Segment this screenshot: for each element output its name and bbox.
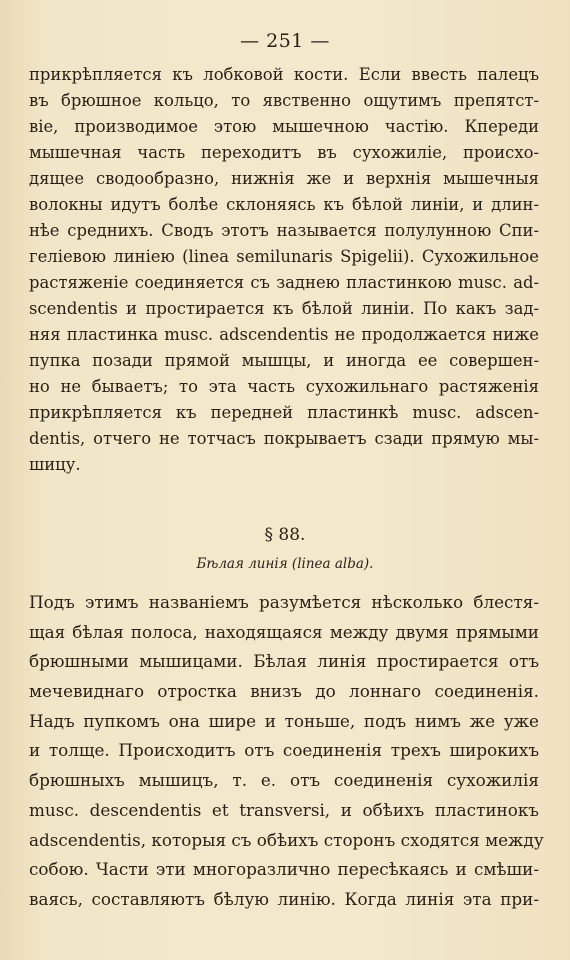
text-line: нѣе среднихъ. Сводъ этотъ называется полулунною Спи- <box>29 221 539 240</box>
page-number: — 251 — <box>240 30 330 52</box>
text-line: гелiевою линiею (linea semilunaris Spigelii). Сухожильное <box>29 247 539 266</box>
text-line: мышечная часть переходитъ въ сухожиліе, происхо- <box>29 143 539 162</box>
section-number: § 88. <box>264 525 306 545</box>
section-title: Бѣлая линія (linea alba). <box>196 556 374 572</box>
text-line: adscendentis, которыя съ обѣихъ сторонъ сходятся между <box>29 829 544 850</box>
text-line: Подъ этимъ названіемъ разумѣется нѣсколько блестя- <box>29 592 539 612</box>
text-line: дящее сводообразно, нижнія же и верхнія мышечныя <box>29 169 539 188</box>
text-line: прикрѣпляется къ передней пластинкѣ musc. adscen- <box>29 403 539 422</box>
text-line: Надъ пупкомъ она шире и тоньше, подъ нимъ же уже <box>29 710 539 731</box>
text-line: прикрѣпляется къ лобковой кости. Если ввесть палецъ <box>29 65 539 84</box>
text-line: шицу. <box>29 455 81 474</box>
text-line: мечевиднаго отростка внизъ до лоннаго соединенія. <box>29 681 539 702</box>
text-line: пупка позади прямой мышцы, и иногда ее совершен- <box>29 351 539 370</box>
text-line: и толще. Происходитъ отъ соединенія трехъ широкихъ <box>29 740 539 761</box>
paragraph-1 <box>29 62 539 478</box>
text-line: собою. Части эти многоразлично пересѣкаясь и смѣши- <box>29 859 539 880</box>
text-line: брюшныхъ мышицъ, т. е. отъ соединенія сухожилія <box>29 770 539 791</box>
text-line: въ брюшное кольцо, то явственно ощутимъ препятст- <box>29 91 539 110</box>
text-line: musc. descendentis et transversi, и обѣихъ пластинокъ <box>29 799 539 820</box>
text-line: но не бываетъ; то эта часть сухожильнаго растяженія <box>29 377 539 396</box>
text-line: dentis, отчего не тотчасъ покрываетъ сзади прямую мы- <box>29 429 539 448</box>
text-line: щая бѣлая полоса, находящаяся между двумя прямыми <box>29 621 539 642</box>
paragraph-2 <box>29 588 544 915</box>
text-line: волокны идутъ болѣе склоняясь къ бѣлой линіи, и длин- <box>29 195 539 214</box>
text-line: брюшными мышицами. Бѣлая линія простирается отъ <box>29 651 539 672</box>
text-line: ваясь, составляютъ бѣлую линію. Когда линія эта при- <box>29 888 539 909</box>
text-line: scendentis и простирается къ бѣлой линіи. По какъ зад- <box>29 299 539 318</box>
text-line: няя пластинка musc. adscendentis не продолжается ниже <box>29 325 539 344</box>
text-line: віе, производимое этою мышечною частію. Кпереди <box>29 117 539 136</box>
text-line: растяженіе соединяется съ заднею пластинкою musc. ad- <box>29 273 539 292</box>
